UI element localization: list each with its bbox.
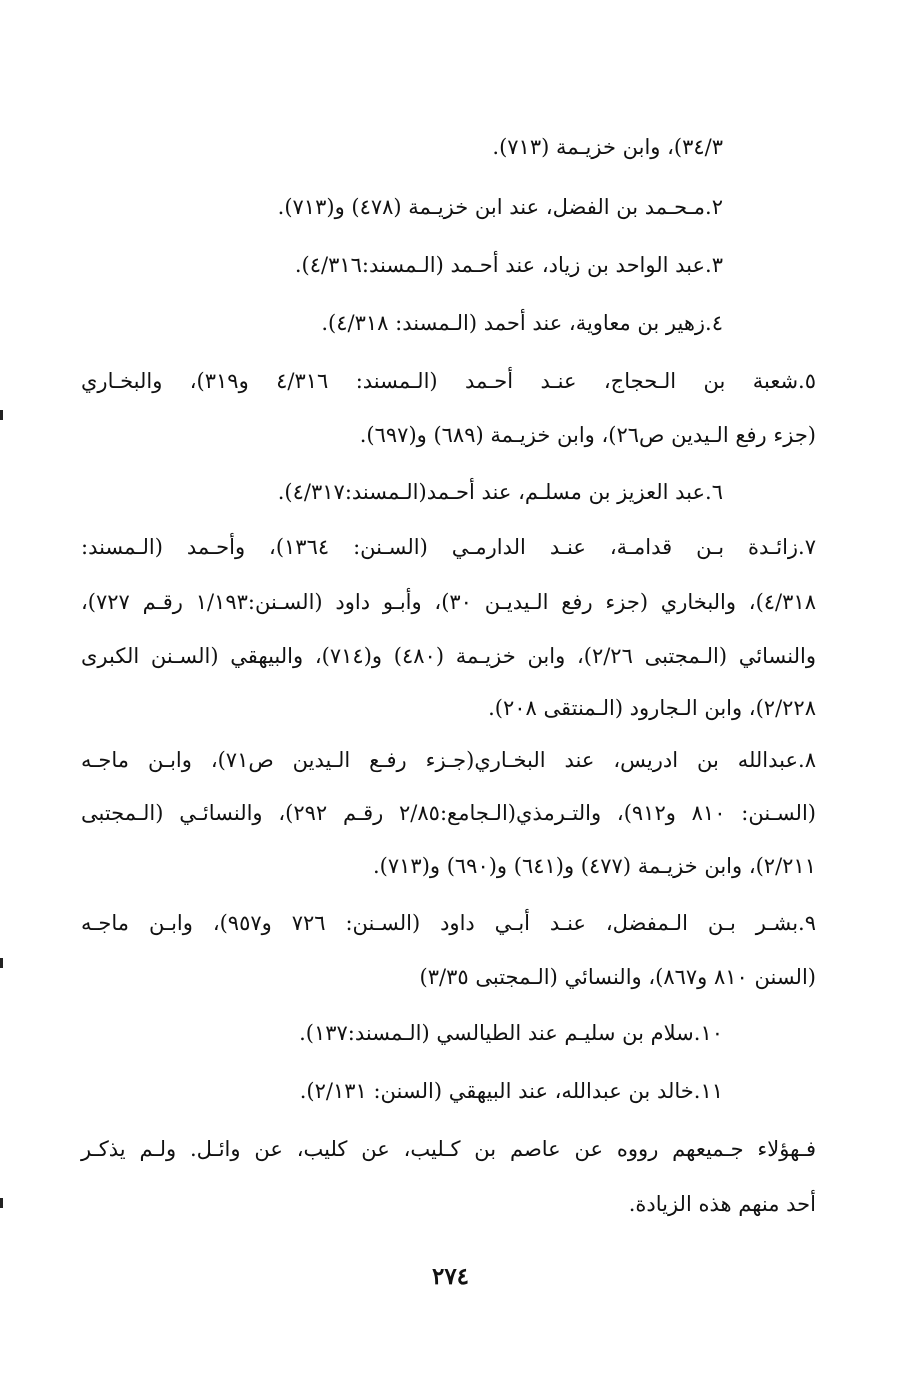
text-line-16: (السنن ٨١٠ و٨٦٧)، والنسائي (الـمجتبى ٣/٣٥) (419, 965, 816, 989)
text-line-14: ٢/٢١١)، وابن خزيـمة (٤٧٧) و(٦٤١) و(٦٩٠) و(٧١٣). (372, 854, 816, 878)
text-line-4: ٤.زهير بن معاوية، عند أحمد (الـمسند: ٤/٣١٨). (321, 311, 723, 335)
text-line-2: ٢.مـحـمد بن الفضل، عند ابن خزيـمة (٤٧٨) و(٧١٣). (277, 195, 723, 219)
text-line-3: ٣.عبد الواحد بن زياد، عند أحـمد (الـمسند:٤/٣١٦). (294, 253, 723, 277)
text-line-12: ٨.عبدالله بن ادريس، عند البخـاري(جـزء رفـع الـيدين ص٧١)، وابـن ماجـه (81, 748, 816, 772)
text-line-9: ٤/٣١٨)، والبخاري (جزء رفع الـيديـن ٣٠)، وأبـو داود (السـنن:١/١٩٣ رقـم ٧٢٧)، (81, 590, 816, 614)
scan-edge-mark (0, 410, 3, 420)
text-line-7: ٦.عبد العزيز بن مسلـم، عند أحـمد(الـمسند:٤/٣١٧). (277, 480, 723, 504)
text-line-5: ٥.شعبة بن الـحجاج، عنـد أحـمد (الـمسند: ٤/٣١٦ و٣١٩)، والبخـاري (81, 369, 816, 393)
text-line-20: أحد منهم هذه الزيادة. (628, 1192, 816, 1216)
text-line-19: فـهؤلاء جـميعهم رووه عن عاصم بن كـليب، عن كليب، عن وائـل. ولـم يذكـر (81, 1137, 816, 1161)
scan-edge-mark (0, 1198, 3, 1208)
text-line-10: والنسائي (الـمجتبى ٢/٢٦)، وابن خزيـمة (٤٨٠) و(٧١٤)، والبيهقي (السـنن الكبرى (81, 644, 816, 668)
text-line-13: (السـنن: ٨١٠ و٩١٢)، والتـرمذي(الـجامع:٢/٨٥ رقـم ٢٩٢)، والنسائـي (الـمجتبى (81, 801, 816, 825)
scan-edge-mark (0, 958, 3, 968)
text-line-1: ٣٤/٣)، وابن خزيـمة (٧١٣). (492, 135, 723, 159)
text-line-15: ٩.بشـر بـن الـمفضل، عنـد أبـي داود (السـنن: ٧٢٦ و٩٥٧)، وابـن ماجـه (81, 911, 816, 935)
text-line-6: (جزء رفع الـيدين ص٢٦)، وابن خزيـمة (٦٨٩) و(٦٩٧). (359, 423, 816, 447)
page-number: ٢٧٤ (431, 1263, 470, 1290)
text-line-18: ١١.خالد بن عبدالله، عند البيهقي (السنن: ٢/١٣١). (299, 1079, 723, 1103)
text-line-8: ٧.زائـدة بـن قدامـة، عنـد الدارمـي (السـنن: ١٣٦٤)، وأحـمد (الـمسند: (81, 535, 816, 559)
text-line-11: ٢/٢٢٨)، وابن الـجارود (الـمنتقى ٢٠٨). (488, 696, 816, 720)
text-line-17: ١٠.سلام بن سليـم عند الطيالسي (الـمسند:١٣٧). (299, 1021, 723, 1045)
